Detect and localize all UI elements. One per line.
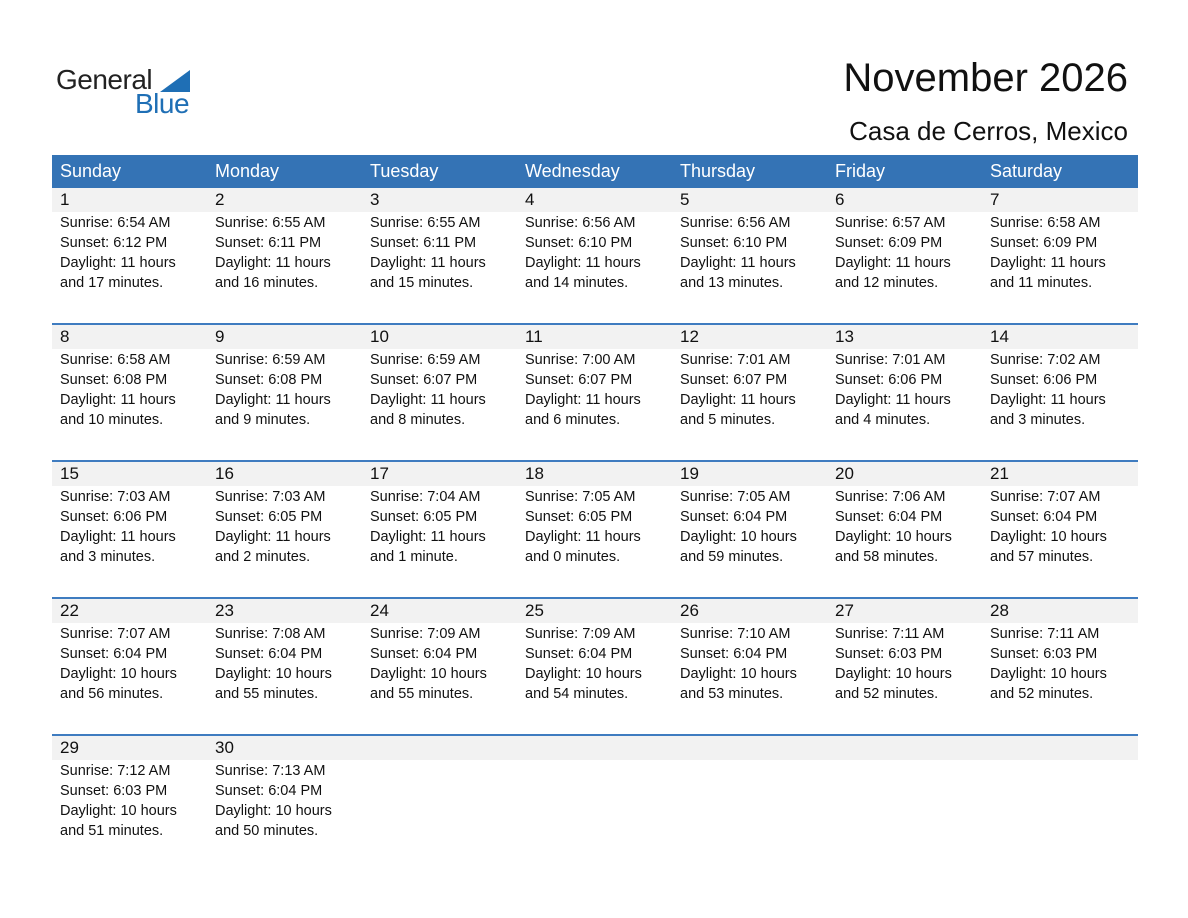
day-daylight2-text: and 59 minutes.: [680, 549, 784, 565]
day-sunrise-text: Sunrise: 7:05 AM: [525, 489, 636, 505]
weekday-header: Sunday: [60, 161, 122, 181]
day-sunrise-text: Sunrise: 6:59 AM: [215, 352, 326, 368]
day-sun-info: [370, 212, 517, 293]
day-sun-info: [370, 760, 517, 761]
day-sunrise-text: Sunrise: 7:07 AM: [990, 489, 1101, 505]
day-sunset-text: Sunset: 6:04 PM: [835, 509, 943, 525]
day-sunrise-text: Sunrise: 6:59 AM: [370, 352, 481, 368]
week-row: [52, 734, 1138, 871]
day-daylight1-text: Daylight: 11 hours: [215, 529, 331, 545]
day-cell: [672, 462, 827, 567]
day-cell: [207, 462, 362, 567]
day-sunset-text: Sunset: 6:06 PM: [835, 372, 943, 388]
day-number: 28: [990, 601, 1009, 620]
day-sun-info: [835, 623, 982, 704]
day-number: 5: [680, 190, 690, 209]
week-cells: [52, 325, 1138, 430]
day-sunset-text: Sunset: 6:08 PM: [215, 372, 323, 388]
day-daylight1-text: Daylight: 10 hours: [990, 666, 1107, 682]
day-sun-info: [835, 486, 982, 567]
logo-text-general: General: [56, 64, 153, 95]
day-number: 19: [680, 464, 699, 483]
day-number: [680, 736, 827, 760]
day-cell: [52, 325, 207, 430]
day-sun-info: [215, 623, 362, 704]
day-cell: [672, 599, 827, 704]
day-sunset-text: Sunset: 6:07 PM: [525, 372, 633, 388]
day-daylight1-text: Daylight: 10 hours: [680, 529, 797, 545]
weekday-header: Wednesday: [525, 161, 620, 181]
day-sun-info: [525, 623, 672, 704]
day-daylight1-text: Daylight: 11 hours: [680, 392, 796, 408]
day-daylight2-text: and 55 minutes.: [370, 686, 474, 702]
day-daylight1-text: Daylight: 11 hours: [835, 255, 951, 271]
day-number: 29: [60, 738, 79, 757]
day-cell: [827, 325, 982, 430]
day-sunset-text: Sunset: 6:09 PM: [835, 235, 943, 251]
day-cell: [207, 599, 362, 704]
day-daylight1-text: Daylight: 11 hours: [370, 529, 486, 545]
day-cell: [207, 325, 362, 430]
day-sunset-text: Sunset: 6:04 PM: [215, 646, 323, 662]
day-number: 26: [680, 601, 699, 620]
weekday-header-row: [52, 155, 1138, 188]
day-sunset-text: Sunset: 6:05 PM: [370, 509, 478, 525]
day-number: 20: [835, 464, 854, 483]
day-number: 17: [370, 464, 389, 483]
day-sunset-text: Sunset: 6:10 PM: [525, 235, 633, 251]
day-daylight1-text: Daylight: 10 hours: [60, 666, 177, 682]
day-sunset-text: Sunset: 6:04 PM: [60, 646, 168, 662]
day-number: 12: [680, 327, 699, 346]
day-sunrise-text: Sunrise: 6:56 AM: [525, 215, 636, 231]
day-cell: [362, 325, 517, 430]
day-number: 4: [525, 190, 535, 209]
day-number: 13: [835, 327, 854, 346]
day-cell: [362, 462, 517, 567]
day-sunrise-text: Sunrise: 7:07 AM: [60, 626, 171, 642]
day-sun-info: [215, 212, 362, 293]
day-daylight2-text: and 4 minutes.: [835, 412, 931, 428]
day-sunset-text: Sunset: 6:07 PM: [370, 372, 478, 388]
day-sunset-text: Sunset: 6:04 PM: [215, 783, 323, 799]
day-sun-info: [835, 212, 982, 293]
day-cell: [517, 462, 672, 567]
day-number: 25: [525, 601, 544, 620]
weekday-header: Tuesday: [370, 161, 439, 181]
day-number: 16: [215, 464, 234, 483]
day-cell: [827, 736, 982, 841]
weekday-header: Saturday: [990, 161, 1063, 181]
day-daylight2-text: and 52 minutes.: [835, 686, 939, 702]
day-sunset-text: Sunset: 6:03 PM: [990, 646, 1098, 662]
day-cell: [827, 188, 982, 293]
day-sunset-text: Sunset: 6:10 PM: [680, 235, 788, 251]
day-daylight2-text: and 3 minutes.: [60, 549, 156, 565]
day-cell: [52, 736, 207, 841]
day-sunrise-text: Sunrise: 7:11 AM: [990, 626, 1100, 642]
day-sun-info: [680, 349, 827, 430]
day-sunset-text: Sunset: 6:06 PM: [990, 372, 1098, 388]
day-sun-info: [60, 486, 207, 567]
day-daylight2-text: and 50 minutes.: [215, 823, 319, 839]
day-sunset-text: Sunset: 6:03 PM: [835, 646, 943, 662]
day-daylight2-text: and 10 minutes.: [60, 412, 164, 428]
day-cell: [672, 188, 827, 293]
day-daylight2-text: and 57 minutes.: [990, 549, 1094, 565]
day-sunrise-text: Sunrise: 7:05 AM: [680, 489, 791, 505]
day-sunrise-text: Sunrise: 6:57 AM: [835, 215, 946, 231]
day-cell: [362, 188, 517, 293]
calendar-grid: [52, 155, 1138, 871]
day-number: [835, 736, 982, 760]
day-daylight2-text: and 52 minutes.: [990, 686, 1094, 702]
day-sunset-text: Sunset: 6:11 PM: [215, 235, 322, 251]
day-cell: [52, 599, 207, 704]
day-daylight1-text: Daylight: 11 hours: [60, 529, 176, 545]
day-cell: [52, 188, 207, 293]
day-sun-info: [370, 486, 517, 567]
day-number: 21: [990, 464, 1009, 483]
day-number: [525, 736, 672, 760]
day-sunrise-text: Sunrise: 7:12 AM: [60, 763, 171, 779]
day-sun-info: [680, 486, 827, 567]
day-sunset-text: Sunset: 6:07 PM: [680, 372, 788, 388]
week-cells: [52, 736, 1138, 841]
day-sunrise-text: Sunrise: 7:13 AM: [215, 763, 326, 779]
day-sun-info: [525, 349, 672, 430]
day-cell: [517, 188, 672, 293]
day-daylight1-text: Daylight: 10 hours: [370, 666, 487, 682]
day-daylight1-text: Daylight: 10 hours: [835, 666, 952, 682]
day-sunrise-text: Sunrise: 7:04 AM: [370, 489, 481, 505]
week-row: [52, 597, 1138, 734]
day-sunset-text: Sunset: 6:03 PM: [60, 783, 168, 799]
day-number: 6: [835, 190, 845, 209]
week-cells: [52, 599, 1138, 704]
day-sun-info: [370, 623, 517, 704]
day-number: 14: [990, 327, 1009, 346]
day-number: [990, 736, 1138, 760]
day-daylight2-text: and 55 minutes.: [215, 686, 319, 702]
day-sun-info: [990, 760, 1138, 761]
location-subtitle: Casa de Cerros, Mexico: [849, 116, 1128, 146]
day-sun-info: [60, 760, 207, 841]
page-title: November 2026: [843, 56, 1128, 100]
day-number: 10: [370, 327, 389, 346]
day-sunset-text: Sunset: 6:04 PM: [680, 646, 788, 662]
day-daylight1-text: Daylight: 10 hours: [525, 666, 642, 682]
day-sunset-text: Sunset: 6:04 PM: [990, 509, 1098, 525]
day-cell: [362, 599, 517, 704]
day-sun-info: [680, 623, 827, 704]
logo-text-blue: Blue: [135, 88, 190, 119]
day-sunrise-text: Sunrise: 7:03 AM: [215, 489, 326, 505]
day-sunset-text: Sunset: 6:06 PM: [60, 509, 168, 525]
day-daylight1-text: Daylight: 11 hours: [215, 255, 331, 271]
day-sun-info: [990, 486, 1138, 567]
day-daylight2-text: and 54 minutes.: [525, 686, 629, 702]
day-sunrise-text: Sunrise: 6:54 AM: [60, 215, 171, 231]
day-daylight2-text: and 13 minutes.: [680, 275, 784, 291]
day-daylight1-text: Daylight: 11 hours: [525, 255, 641, 271]
day-sun-info: [990, 623, 1138, 704]
day-daylight1-text: Daylight: 11 hours: [525, 392, 641, 408]
week-row: [52, 323, 1138, 460]
day-sunrise-text: Sunrise: 7:10 AM: [680, 626, 791, 642]
day-sun-info: [835, 349, 982, 430]
day-daylight1-text: Daylight: 10 hours: [990, 529, 1107, 545]
day-daylight2-text: and 12 minutes.: [835, 275, 939, 291]
day-sun-info: [680, 212, 827, 293]
day-sun-info: [60, 623, 207, 704]
day-daylight1-text: Daylight: 10 hours: [680, 666, 797, 682]
day-daylight1-text: Daylight: 11 hours: [990, 255, 1106, 271]
day-sunrise-text: Sunrise: 7:01 AM: [680, 352, 791, 368]
day-daylight1-text: Daylight: 11 hours: [525, 529, 641, 545]
day-daylight2-text: and 11 minutes.: [990, 275, 1093, 291]
day-daylight1-text: Daylight: 11 hours: [370, 255, 486, 271]
day-number: 7: [990, 190, 1000, 209]
day-number: 8: [60, 327, 70, 346]
day-daylight2-text: and 6 minutes.: [525, 412, 621, 428]
day-daylight1-text: Daylight: 11 hours: [60, 255, 176, 271]
day-cell: [672, 325, 827, 430]
day-sunrise-text: Sunrise: 6:55 AM: [370, 215, 481, 231]
day-cell: [982, 462, 1138, 567]
day-sunset-text: Sunset: 6:08 PM: [60, 372, 168, 388]
day-daylight1-text: Daylight: 11 hours: [835, 392, 951, 408]
day-daylight2-text: and 9 minutes.: [215, 412, 311, 428]
week-cells: [52, 462, 1138, 567]
weekday-header: Thursday: [680, 161, 756, 181]
day-daylight1-text: Daylight: 10 hours: [60, 803, 177, 819]
weekday-header: Friday: [835, 161, 886, 181]
day-cell: [982, 188, 1138, 293]
day-daylight2-text: and 2 minutes.: [215, 549, 311, 565]
day-daylight2-text: and 3 minutes.: [990, 412, 1086, 428]
day-daylight2-text: and 14 minutes.: [525, 275, 629, 291]
day-cell: [982, 325, 1138, 430]
day-sunrise-text: Sunrise: 7:02 AM: [990, 352, 1101, 368]
day-daylight2-text: and 1 minute.: [370, 549, 458, 565]
day-number: 22: [60, 601, 79, 620]
week-row: [52, 460, 1138, 597]
day-daylight2-text: and 16 minutes.: [215, 275, 319, 291]
day-number: 3: [370, 190, 380, 209]
day-number: 30: [215, 738, 234, 757]
day-daylight1-text: Daylight: 10 hours: [215, 666, 332, 682]
day-sun-info: [370, 349, 517, 430]
day-sunset-text: Sunset: 6:11 PM: [370, 235, 477, 251]
day-daylight1-text: Daylight: 11 hours: [60, 392, 176, 408]
day-number: [370, 736, 517, 760]
day-sun-info: [215, 486, 362, 567]
day-sunrise-text: Sunrise: 7:09 AM: [525, 626, 636, 642]
day-sunset-text: Sunset: 6:09 PM: [990, 235, 1098, 251]
day-daylight2-text: and 5 minutes.: [680, 412, 776, 428]
day-sunset-text: Sunset: 6:04 PM: [370, 646, 478, 662]
day-sunrise-text: Sunrise: 7:06 AM: [835, 489, 946, 505]
day-sun-info: [990, 349, 1138, 430]
day-sunrise-text: Sunrise: 7:01 AM: [835, 352, 946, 368]
day-number: 11: [525, 327, 543, 346]
day-daylight2-text: and 8 minutes.: [370, 412, 466, 428]
day-sunrise-text: Sunrise: 7:09 AM: [370, 626, 481, 642]
day-sunset-text: Sunset: 6:05 PM: [215, 509, 323, 525]
day-daylight2-text: and 58 minutes.: [835, 549, 939, 565]
brand-logo: [56, 64, 206, 120]
day-daylight1-text: Daylight: 11 hours: [370, 392, 486, 408]
day-cell: [827, 599, 982, 704]
day-cell: [207, 736, 362, 841]
day-sun-info: [680, 760, 827, 761]
week-row: [52, 188, 1138, 323]
day-daylight2-text: and 53 minutes.: [680, 686, 784, 702]
day-number: 1: [60, 190, 70, 209]
day-daylight1-text: Daylight: 11 hours: [990, 392, 1106, 408]
day-cell: [52, 462, 207, 567]
day-cell: [207, 188, 362, 293]
day-number: 15: [60, 464, 79, 483]
day-daylight1-text: Daylight: 11 hours: [680, 255, 796, 271]
day-sunset-text: Sunset: 6:04 PM: [680, 509, 788, 525]
day-sunset-text: Sunset: 6:04 PM: [525, 646, 633, 662]
day-sun-info: [60, 349, 207, 430]
day-sun-info: [835, 760, 982, 761]
day-sunrise-text: Sunrise: 6:58 AM: [60, 352, 171, 368]
day-cell: [672, 736, 827, 841]
day-number: 27: [835, 601, 854, 620]
day-number: 18: [525, 464, 544, 483]
day-daylight2-text: and 17 minutes.: [60, 275, 164, 291]
week-cells: [52, 188, 1138, 293]
day-number: 2: [215, 190, 225, 209]
weekday-header: Monday: [215, 161, 280, 181]
day-sun-info: [60, 212, 207, 293]
day-sunrise-text: Sunrise: 7:11 AM: [835, 626, 945, 642]
day-number: 9: [215, 327, 225, 346]
weeks-container: [52, 188, 1138, 871]
day-sunrise-text: Sunrise: 6:58 AM: [990, 215, 1101, 231]
day-sun-info: [525, 760, 672, 761]
day-sunset-text: Sunset: 6:05 PM: [525, 509, 633, 525]
day-cell: [362, 736, 517, 841]
day-daylight2-text: and 56 minutes.: [60, 686, 164, 702]
day-cell: [517, 325, 672, 430]
day-daylight1-text: Daylight: 11 hours: [215, 392, 331, 408]
day-number: 24: [370, 601, 389, 620]
day-daylight2-text: and 15 minutes.: [370, 275, 474, 291]
day-sun-info: [525, 486, 672, 567]
day-sun-info: [215, 349, 362, 430]
day-sunrise-text: Sunrise: 6:56 AM: [680, 215, 791, 231]
day-cell: [517, 736, 672, 841]
day-sun-info: [990, 212, 1138, 293]
day-daylight2-text: and 51 minutes.: [60, 823, 164, 839]
day-cell: [982, 736, 1138, 841]
day-number: 23: [215, 601, 234, 620]
day-sun-info: [525, 212, 672, 293]
day-sun-info: [215, 760, 362, 841]
day-cell: [982, 599, 1138, 704]
day-sunrise-text: Sunrise: 7:00 AM: [525, 352, 636, 368]
day-sunrise-text: Sunrise: 7:08 AM: [215, 626, 326, 642]
day-sunset-text: Sunset: 6:12 PM: [60, 235, 168, 251]
day-sunrise-text: Sunrise: 7:03 AM: [60, 489, 171, 505]
day-sunrise-text: Sunrise: 6:55 AM: [215, 215, 326, 231]
day-daylight2-text: and 0 minutes.: [525, 549, 621, 565]
day-daylight1-text: Daylight: 10 hours: [215, 803, 332, 819]
day-cell: [827, 462, 982, 567]
day-cell: [517, 599, 672, 704]
day-daylight1-text: Daylight: 10 hours: [835, 529, 952, 545]
